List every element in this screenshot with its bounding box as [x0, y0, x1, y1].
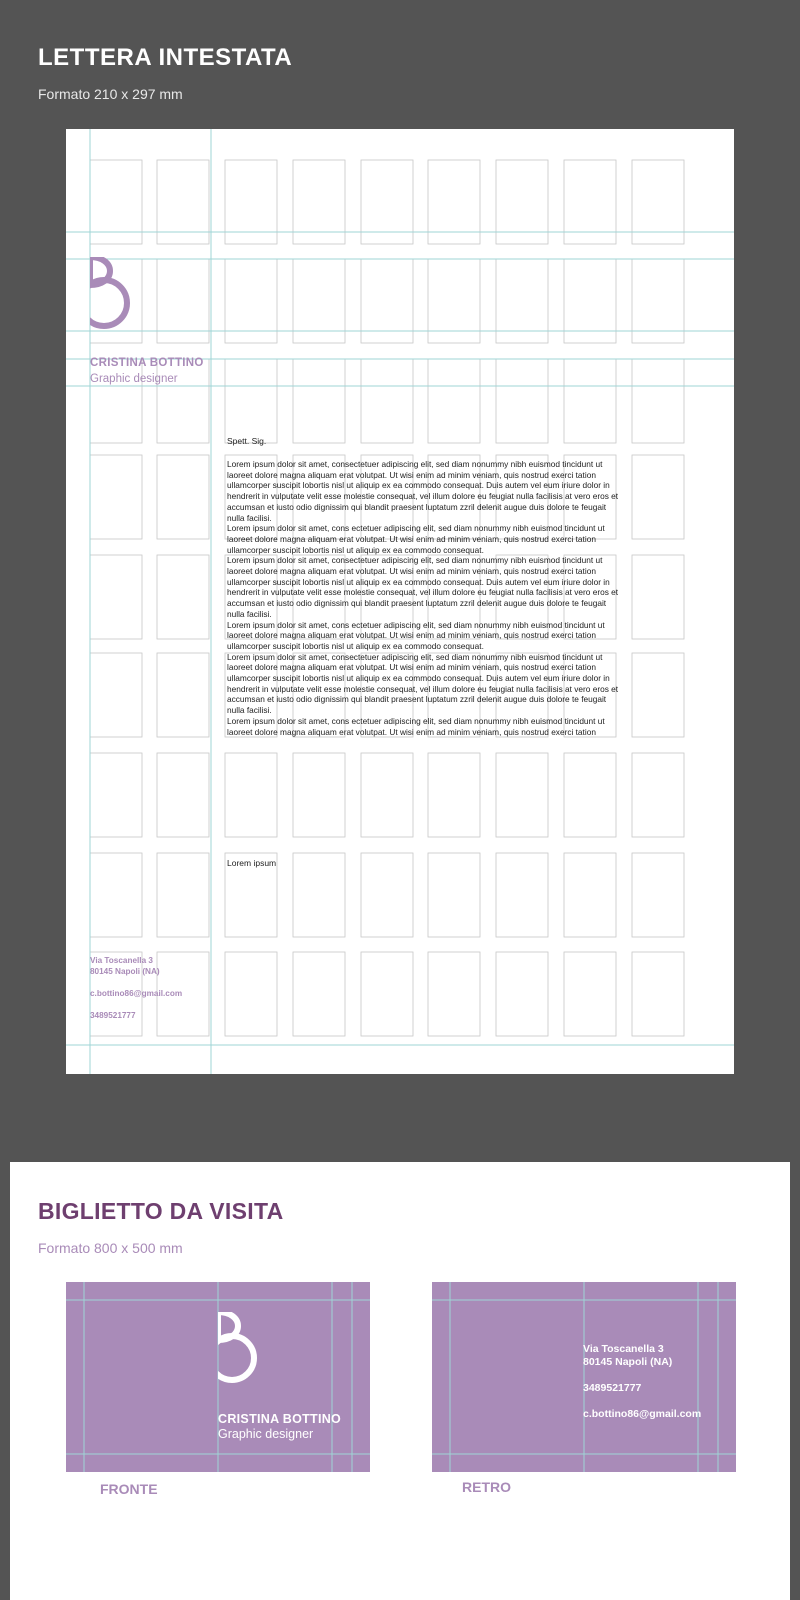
grid-cell: [428, 753, 480, 837]
grid-cell: [361, 359, 413, 443]
grid-cell: [90, 753, 142, 837]
grid-cell: [157, 455, 209, 539]
grid-cell: [428, 853, 480, 937]
sender-name: CRISTINA BOTTINO: [90, 357, 204, 369]
grid-cell: [361, 753, 413, 837]
grid-cell: [225, 753, 277, 837]
email-text: c.bottino86@gmail.com: [90, 989, 183, 998]
letter-paragraph: Lorem ipsum dolor sit amet, consectetuer adipiscing elit, sed diam nonummy nibh euismod tincidunt ut laoreet dolore magna aliquam erat volutpat. Ut wisi enim ad minim veniam, quis nostrud exerci tation ullamcorper suscipit lobortis nisl ut aliquip ex ea commodo consequat. Duis autem vel eum iriure dolor in hendrerit in vulputate velit esse molestie consequat, vel illum dolore eu feugiat nulla facilisis at vero eros et accumsan et iusto odio dignissim qui blandit praesent luptatum zzril delenit augue duis dolore te feugait nulla facilisi.: [227, 651, 619, 716]
grid-cell: [496, 853, 548, 937]
grid-cell: [90, 359, 142, 443]
signoff: Lorem ipsum: [227, 858, 277, 868]
sender-role: Graphic designer: [90, 373, 178, 385]
grid-cell: [157, 259, 209, 343]
grid-cell: [361, 952, 413, 1036]
grid-cell: [293, 753, 345, 837]
address-city: 80145 Napoli (NA): [90, 967, 160, 976]
grid-cell: [293, 952, 345, 1036]
grid-cell: [293, 160, 345, 244]
grid-cell: [157, 853, 209, 937]
card-phone: 3489521777: [583, 1382, 642, 1394]
grid-cell: [157, 160, 209, 244]
grid-cell: [564, 160, 616, 244]
grid-cell: [632, 259, 684, 343]
card-address-city: 80145 Napoli (NA): [583, 1356, 673, 1368]
grid-cell: [632, 753, 684, 837]
card-role: Graphic designer: [218, 1427, 314, 1441]
grid-cell: [496, 259, 548, 343]
grid-cell: [361, 160, 413, 244]
grid-cell: [564, 259, 616, 343]
grid-cell: [428, 160, 480, 244]
grid-cell: [157, 555, 209, 639]
grid-cell: [225, 359, 277, 443]
grid-cell: [90, 853, 142, 937]
letterhead-contacts: [90, 955, 182, 1021]
grid-cell: [428, 259, 480, 343]
card-back: [432, 1282, 736, 1472]
grid-cell: [632, 160, 684, 244]
address-line: Via Toscanella 3: [90, 956, 153, 965]
grid-cell: [564, 359, 616, 443]
grid-cell: [293, 359, 345, 443]
grid-cell: [157, 753, 209, 837]
letterhead-format: Formato 210 x 297 mm: [38, 86, 183, 102]
back-label: RETRO: [462, 1479, 511, 1495]
card-address-line: Via Toscanella 3: [583, 1343, 664, 1355]
grid-cell: [293, 853, 345, 937]
grid-cell: [361, 259, 413, 343]
letter-paragraph: Lorem ipsum dolor sit amet, consectetuer adipiscing elit, sed diam nonummy nibh euismod tincidunt ut laoreet dolore magna aliquam erat volutpat. Ut wisi enim ad minim veniam, quis nostrud exerci tation ullamcorper suscipit lobortis nisl ut aliquip ex ea commodo consequat. Duis autem vel eum iriure dolor in hendrerit in vulputate velit esse molestie consequat, vel illum dolore eu feugiat nulla facilisis at vero eros et accumsan et iusto odio dignissim qui blandit praesent luptatum zzril delenit augue duis dolore te feugait nulla facilisi.: [227, 555, 619, 619]
grid-cell: [632, 653, 684, 737]
card-name: CRISTINA BOTTINO: [218, 1412, 342, 1426]
grid-cell: [632, 359, 684, 443]
grid-cell: [225, 160, 277, 244]
business-card-format: Formato 800 x 500 mm: [38, 1240, 183, 1256]
front-label: FRONTE: [100, 1481, 158, 1497]
grid-cell: [496, 753, 548, 837]
grid-cell: [632, 952, 684, 1036]
grid-cell: [496, 160, 548, 244]
grid-cell: [361, 853, 413, 937]
grid-cell: [90, 160, 142, 244]
grid-cell: [90, 653, 142, 737]
business-card-panel: [10, 1162, 790, 1600]
grid-cell: [157, 653, 209, 737]
grid-cell: [157, 359, 209, 443]
grid-cell: [225, 952, 277, 1036]
grid-cell: [632, 555, 684, 639]
grid-cell: [428, 359, 480, 443]
grid-cell: [564, 753, 616, 837]
letterhead-sheet: [66, 129, 734, 1074]
monogram-logo-icon: [218, 1312, 278, 1392]
grid-cell: [90, 455, 142, 539]
card-front: [66, 1282, 370, 1472]
grid-cell: [90, 555, 142, 639]
letter-paragraph: Lorem ipsum dolor sit amet, cons ectetuer adipiscing elit, sed diam nonummy nibh euismod tincidunt ut laoreet dolore magna aliquam erat volutpat. Ut wisi enim ad minim veniam, quis nostrud exerci tation ullamcorper suscipit lobortis nisl ut aliquip ex ea commodo consequat.: [227, 523, 605, 555]
grid-cell: [564, 853, 616, 937]
grid-cell: [496, 359, 548, 443]
letterhead-title: LETTERA INTESTATA: [38, 44, 293, 71]
grid-cell: [632, 455, 684, 539]
monogram-logo-icon: [90, 257, 150, 337]
business-card-title: BIGLIETTO DA VISITA: [38, 1198, 284, 1224]
card-email: c.bottino86@gmail.com: [583, 1408, 702, 1420]
grid-cell: [293, 259, 345, 343]
letter-paragraph: Lorem ipsum dolor sit amet, cons ectetuer adipiscing elit, sed diam nonummy nibh euismod tincidunt ut laoreet dolore magna aliquam erat volutpat. Ut wisi enim ad minim veniam, quis nostrud exerci tation: [227, 715, 605, 737]
grid-cell: [632, 853, 684, 937]
salutation: Spett. Sig.: [227, 436, 267, 446]
grid-cell: [496, 952, 548, 1036]
letter-paragraph: Lorem ipsum dolor sit amet, cons ectetuer adipiscing elit, sed diam nonummy nibh euismod tincidunt ut laoreet dolore magna aliquam erat volutpat. Ut wisi enim ad minim veniam, quis nostrud exerci tation ullamcorper suscipit lobortis nisl ut aliquip ex ea commodo consequat.: [227, 619, 605, 651]
grid-cell: [428, 952, 480, 1036]
letter-body: [227, 459, 622, 737]
card-contacts: [583, 1343, 701, 1421]
letter-paragraph: Lorem ipsum dolor sit amet, consectetuer adipiscing elit, sed diam nonummy nibh euismod tincidunt ut laoreet dolore magna aliquam erat volutpat. Ut wisi enim ad minim veniam, quis nostrud exerci tation ullamcorper suscipit lobortis nisl ut aliquip ex ea commodo consequat. Duis autem vel eum iriure dolor in hendrerit in vulputate velit esse molestie consequat, vel illum dolore eu feugiat nulla facilisis at vero eros et accumsan et iusto odio dignissim qui blandit praesent luptatum zzril delenit augue duis dolore te feugait nulla facilisi.: [227, 459, 619, 523]
grid-cell: [225, 259, 277, 343]
phone-text: 3489521777: [90, 1011, 136, 1020]
grid-cell: [564, 952, 616, 1036]
